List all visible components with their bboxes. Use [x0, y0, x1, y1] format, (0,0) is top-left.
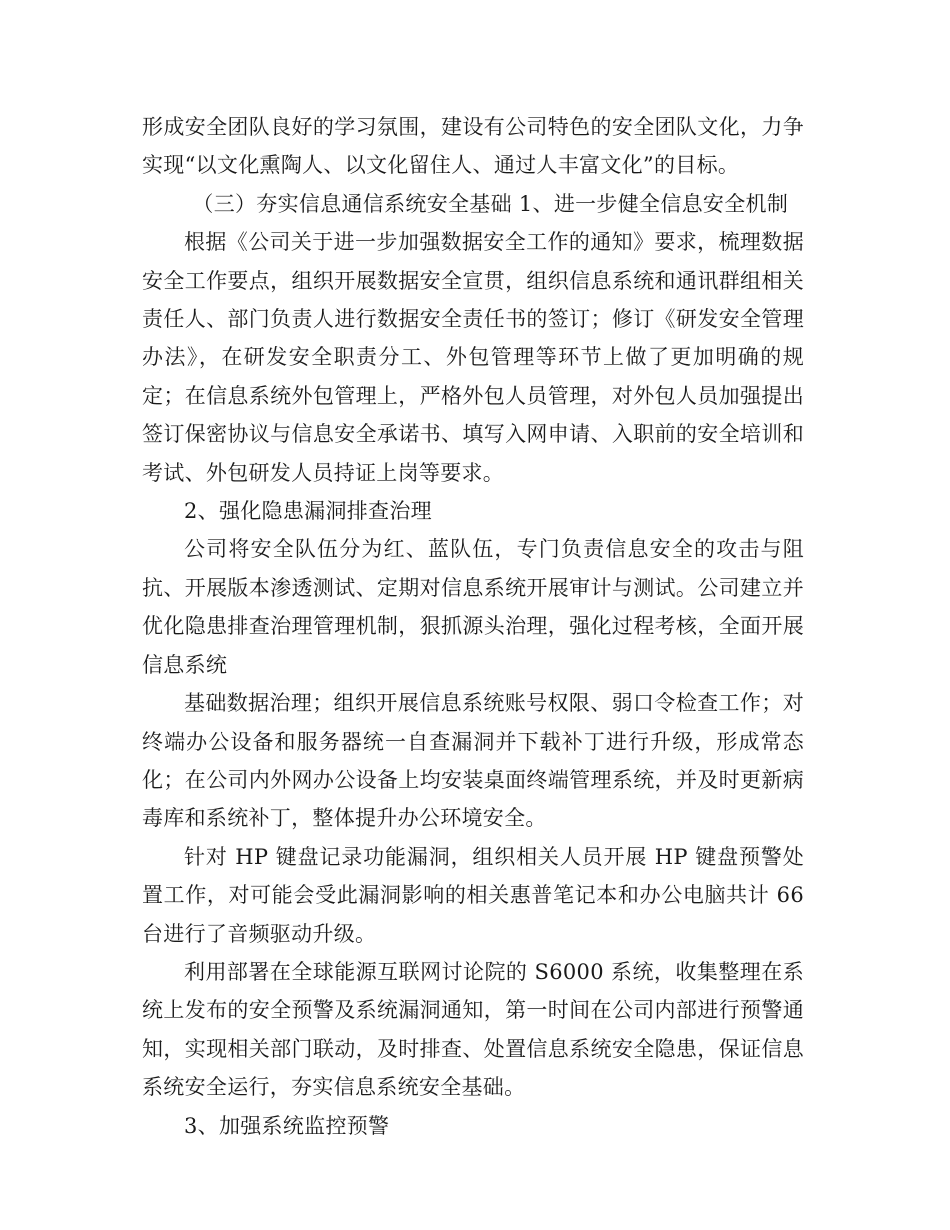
- section-heading-consolidate-security-foundation: （三）夯实信息通信系统安全基础 1、进一步健全信息安全机制: [192, 191, 789, 216]
- paragraph-basic-data-governance: 基础数据治理；组织开展信息系统账号权限、弱口令检查工作；对终端办公设备和服务器统一自查漏洞并下载补丁进行升级，形成常态化；在公司内外网办公设备上均安装桌面终端管理系统，并及时更新病毒库和系统补丁，整体提升办公环境安全。: [142, 691, 804, 831]
- paragraph-data-security-mechanism: 根据《公司关于进一步加强数据安全工作的通知》要求，梳理数据安全工作要点，组织开展数据安全宣贯，组织信息系统和通讯群组相关责任人、部门负责人进行数据安全责任书的签订；修订《研发安全管理办法》，在研发安全职责分工、外包管理等环节上做了更加明确的规定；在信息系统外包管理上，严格外包人员管理，对外包人员加强提出签订保密协议与信息安全承诺书、填写入网申请、入职前的安全培训和考试、外包研发人员持证上岗等要求。: [142, 230, 804, 485]
- document-body: [142, 108, 804, 1145]
- sub-heading-system-monitoring: 3、加强系统监控预警: [184, 1113, 390, 1138]
- paragraph-continuation: 形成安全团队良好的学习氛围，建设有公司特色的安全团队文化，力争实现“以文化熏陶人、以文化留住人、通过人丰富文化”的目标。: [142, 115, 804, 178]
- paragraph-s6000-system: 利用部署在全球能源互联网讨论院的 S6000 系统，收集整理在系统上发布的安全预警及系统漏洞通知，第一时间在公司内部进行预警通知，实现相关部门联动，及时排查、处置信息系统安全隐患，保证信息系统安全运行，夯实信息系统安全基础。: [142, 959, 804, 1100]
- paragraph-hp-keyboard-vulnerability: 针对 HP 键盘记录功能漏洞，组织相关人员开展 HP 键盘预警处置工作，对可能会受此漏洞影响的相关惠普笔记本和办公电脑共计 66 台进行了音频驱动升级。: [142, 844, 804, 946]
- paragraph-red-blue-teams: 公司将安全队伍分为红、蓝队伍，专门负责信息安全的攻击与阻抗、开展版本渗透测试、定期对信息系统开展审计与测试。公司建立并优化隐患排查治理管理机制，狠抓源头治理，强化过程考核，全面开展信息系统: [142, 537, 804, 677]
- sub-heading-vulnerability-governance: 2、强化隐患漏洞排查治理: [184, 499, 432, 524]
